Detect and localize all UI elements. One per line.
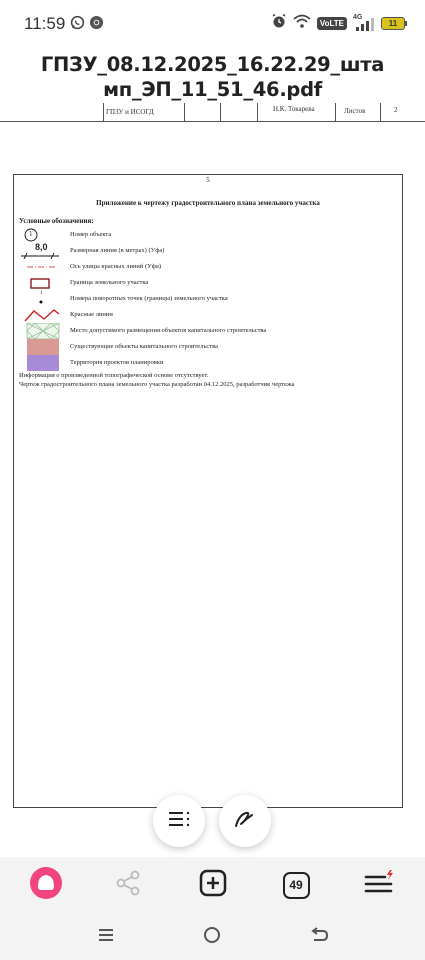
legend-row [19, 323, 399, 339]
add-icon [199, 869, 227, 902]
prev-cell-count: 2 [394, 106, 398, 114]
legend-text: Ось улицы красных линий (Уфа) [70, 263, 162, 270]
legend-row [19, 339, 399, 355]
legend-text: Номера поворотных точек (границы) земельного участка [70, 295, 228, 302]
prev-cell-left: ГПЗУ и ИСОГД [106, 108, 154, 116]
legend-row [19, 259, 399, 275]
document-title-line1: ГПЗУ_08.12.2025_16.22.29_шта [40, 53, 385, 76]
recents-icon [97, 926, 115, 949]
alice-assistant-button[interactable] [28, 867, 64, 903]
add-button[interactable] [195, 867, 231, 903]
bottom-toolbar [0, 857, 425, 913]
back-icon [309, 925, 329, 950]
prev-cell-sheets: Листов [344, 107, 366, 115]
previous-page-strip [0, 103, 425, 123]
tabs-button[interactable] [278, 867, 314, 903]
legend-row [19, 355, 399, 371]
status-time: 11:59 [24, 14, 66, 33]
allowed-placement-symbol [19, 323, 63, 339]
legend-text: Номер объекта [70, 231, 112, 238]
recents-button[interactable] [94, 925, 118, 949]
page-count-badge: 49 [283, 872, 310, 899]
alarm-icon [271, 13, 287, 34]
volte-badge: VoLTE [317, 17, 347, 30]
signal-4g-icon [353, 13, 375, 32]
document-page[interactable] [13, 174, 403, 808]
menu-button[interactable] [361, 867, 397, 903]
annotate-button[interactable] [219, 795, 271, 847]
topographic-note: Информация о произведенной топографической основе отсутствует. [19, 372, 209, 379]
battery-icon [381, 17, 407, 30]
list-icon [167, 810, 191, 833]
legend-text: Существующие объекты капитального строительства [70, 343, 218, 350]
legend-text: Территория проектов планировки [70, 359, 164, 366]
whatsapp-icon [70, 15, 85, 35]
legend-text: Размерная линия (в метрах) (Уфа) [70, 247, 165, 254]
object-number-symbol-label: 1 [29, 230, 33, 238]
legend-text: Красные линии [70, 311, 113, 318]
home-button[interactable] [200, 925, 224, 949]
share-icon [115, 870, 141, 901]
dimension-line-symbol-label: 8,0 [35, 242, 48, 252]
dimension-line-symbol [19, 243, 63, 259]
battery-level: 11 [381, 17, 405, 30]
wifi-icon [293, 14, 311, 33]
chrome-icon [89, 15, 104, 35]
back-button[interactable] [307, 925, 331, 949]
share-button[interactable] [110, 867, 146, 903]
turning-points-symbol [19, 291, 63, 307]
network-label: 4G [353, 13, 363, 21]
land-boundary-symbol [19, 275, 63, 291]
document-title-line2: мп_ЭП_11_51_46.pdf [103, 78, 322, 101]
page-number: 5 [206, 176, 210, 184]
existing-objects-symbol [19, 339, 63, 355]
prev-cell-name: Н.К. Токарева [273, 105, 315, 113]
alice-assistant-icon [29, 866, 63, 905]
legend-row [19, 243, 399, 259]
status-bar [0, 0, 425, 46]
object-number-symbol [19, 227, 63, 243]
pen-icon [233, 809, 257, 834]
legend-row [19, 227, 399, 243]
legend-row [19, 291, 399, 307]
turning-points-symbol-label: 1 [40, 291, 43, 296]
street-axis-symbol [19, 259, 63, 275]
system-nav-bar [0, 913, 425, 960]
home-icon [202, 925, 222, 950]
legend-text: Место допустимого размещения объектов капитального строительства [70, 327, 267, 334]
legend-text: Граница земельного участка [70, 279, 149, 286]
author-note: Чертеж градостроительного плана земельного участка разработан 04.12.2025, разработчик чертежа [19, 381, 295, 388]
page-heading: Приложение к чертежу градостроительного плана земельного участка [96, 199, 320, 207]
planning-area-symbol [19, 355, 63, 371]
legend-title: Условные обозначения: [19, 217, 94, 225]
legend-row [19, 307, 399, 323]
legend-row [19, 275, 399, 291]
document-title [30, 52, 395, 102]
red-lines-symbol [19, 307, 63, 323]
menu-icon [363, 869, 395, 902]
contents-button[interactable] [153, 795, 205, 847]
